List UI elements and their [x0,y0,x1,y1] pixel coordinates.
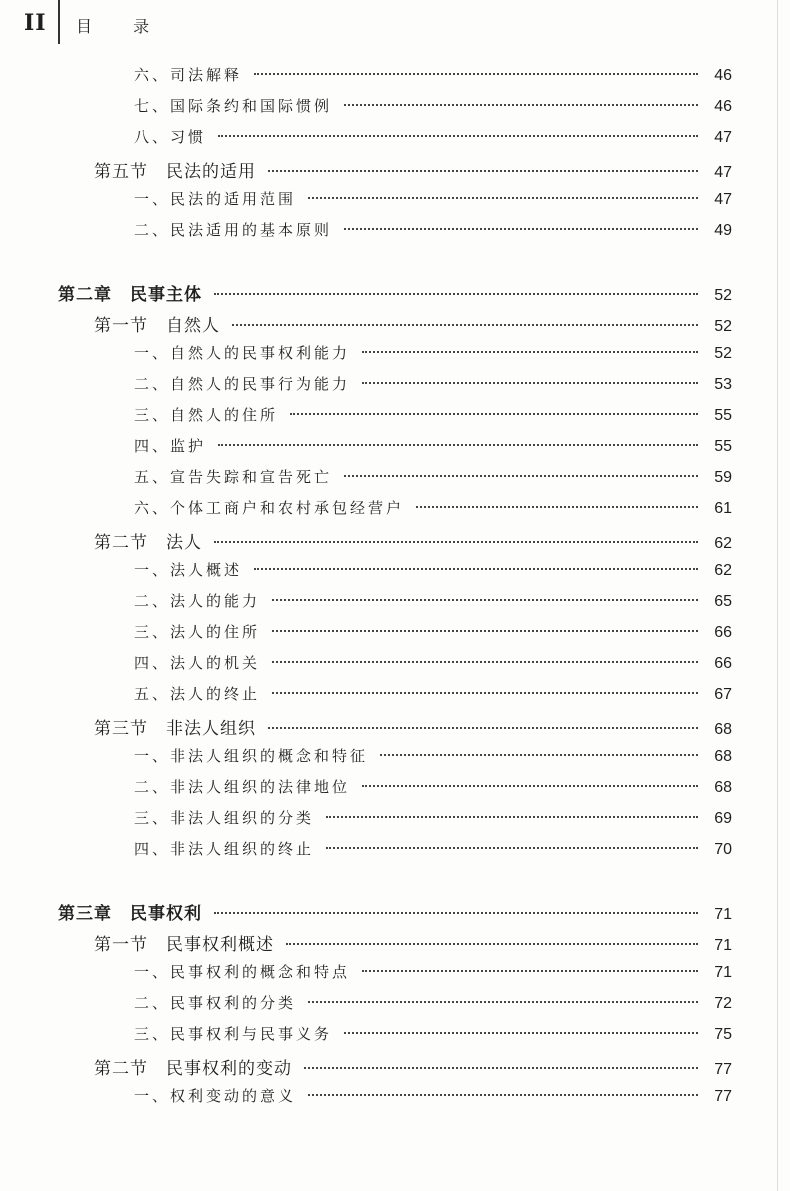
toc-entry-sub [134,126,732,156]
toc-entry-sub [134,373,732,403]
toc-entry-page: 67 [714,686,732,703]
toc-entry-label: 第二节 法人 [94,533,202,553]
toc-entry-page: 61 [714,500,732,517]
toc-entry-sub [134,404,732,434]
toc-entry-chapter [58,899,732,929]
toc-entry-page: 69 [714,810,732,827]
toc-entry-sub [134,807,732,837]
toc-entry-sub [134,1085,732,1115]
dot-leader [344,228,698,230]
toc-entry-sub [134,188,732,218]
toc-entry-label: 四、法人的机关 [134,654,261,672]
toc-entry-sub [134,219,732,249]
toc-entry-page: 55 [714,438,732,455]
toc-entry-page: 62 [714,535,732,552]
toc-entry-label: 六、司法解释 [134,66,243,84]
toc-entry-label: 八、习惯 [134,128,207,146]
dot-leader [344,475,698,477]
toc-entry-sub [134,590,732,620]
toc-entry-page: 55 [714,407,732,424]
dot-leader [380,754,698,756]
dot-leader [272,692,698,694]
toc-entry-page: 77 [714,1061,732,1078]
toc-entry-page: 47 [714,129,732,146]
toc-entry-label: 二、法人的能力 [134,592,261,610]
toc-entry-label: 七、国际条约和国际惯例 [134,97,333,115]
dot-leader [362,351,698,353]
dot-leader [268,170,698,172]
toc-entry-section [94,714,732,744]
toc-entry-sub [134,776,732,806]
dot-leader [308,1001,698,1003]
toc-entry-sub [134,838,732,868]
dot-leader [290,413,698,415]
dot-leader [232,324,698,326]
toc-entry-sub [134,1023,732,1053]
toc-entry-sub [134,992,732,1022]
toc-entry-page: 68 [714,779,732,796]
dot-leader [214,541,698,543]
toc-entry-page: 47 [714,191,732,208]
toc-entry-page: 52 [714,318,732,335]
toc-entry-sub [134,961,732,991]
toc-entry-page: 66 [714,655,732,672]
dot-leader [268,727,698,729]
toc-entry-label: 二、非法人组织的法律地位 [134,778,351,796]
toc-entry-section [94,930,732,960]
toc-entry-sub [134,745,732,775]
dot-leader [344,104,698,106]
toc-entry-page: 47 [714,164,732,181]
toc-entry-sub [134,466,732,496]
toc-entry-page: 66 [714,624,732,641]
toc-entry-sub [134,342,732,372]
toc-entry-label: 一、自然人的民事权利能力 [134,344,351,362]
toc-entry-label: 第二节 民事权利的变动 [94,1059,292,1079]
dot-leader [326,847,698,849]
toc-entry-page: 68 [714,748,732,765]
toc-entry-section [94,528,732,558]
toc-entry-sub [134,95,732,125]
toc-entry-label: 二、自然人的民事行为能力 [134,375,351,393]
toc-entry-page: 70 [714,841,732,858]
toc-entry-label: 六、个体工商户和农村承包经营户 [134,499,405,517]
toc-entry-label: 三、自然人的住所 [134,406,279,424]
dot-leader [326,816,698,818]
header-title: 目 录 [76,17,168,36]
dot-leader [214,912,698,914]
toc-entry-label: 第三章 民事权利 [58,904,202,924]
toc-entry-label: 一、非法人组织的概念和特征 [134,747,369,765]
toc-entry-label: 五、法人的终止 [134,685,261,703]
toc-entry-chapter [58,280,732,310]
dot-leader [272,661,698,663]
toc-entry-sub [134,683,732,713]
toc-entry-label: 一、权利变动的意义 [134,1087,297,1105]
toc-entry-page: 46 [714,98,732,115]
dot-leader [416,506,698,508]
toc-entry-label: 第二章 民事主体 [58,285,202,305]
toc-entry-label: 第一节 民事权利概述 [94,935,274,955]
toc-entry-section [94,311,732,341]
dot-leader [272,630,698,632]
toc-entry-section [94,157,732,187]
toc-entry-label: 第三节 非法人组织 [94,719,256,739]
toc-entry-label: 三、民事权利与民事义务 [134,1025,333,1043]
toc-entry-label: 第一节 自然人 [94,316,220,336]
dot-leader [254,73,698,75]
toc-entry-sub [134,64,732,94]
toc-entry-sub [134,621,732,651]
dot-leader [362,970,698,972]
toc-entry-page: 62 [714,562,732,579]
dot-leader [272,599,698,601]
toc-entry-page: 71 [714,906,732,923]
toc-entry-label: 一、民事权利的概念和特点 [134,963,351,981]
toc-entry-label: 一、民法的适用范围 [134,190,297,208]
toc-entry-sub [134,497,732,527]
toc-entry-section [94,1054,732,1084]
toc-entry-page: 75 [714,1026,732,1043]
toc-entry-page: 52 [714,287,732,304]
toc-entry-label: 一、法人概述 [134,561,243,579]
dot-leader [254,568,698,570]
dot-leader [308,1094,698,1096]
toc-entry-page: 71 [714,964,732,981]
toc-entry-label: 三、法人的住所 [134,623,261,641]
toc-entry-page: 46 [714,67,732,84]
toc-entry-sub [134,652,732,682]
toc-entry-page: 72 [714,995,732,1012]
dot-leader [344,1032,698,1034]
toc-entry-label: 二、民法适用的基本原则 [134,221,333,239]
toc-entry-sub [134,559,732,589]
toc-entry-sub [134,435,732,465]
dot-leader [286,943,698,945]
toc-entry-page: 71 [714,937,732,954]
toc-entry-label: 三、非法人组织的分类 [134,809,315,827]
toc-entry-label: 二、民事权利的分类 [134,994,297,1012]
page-number: II [24,10,47,36]
dot-leader [304,1067,698,1069]
dot-leader [214,293,698,295]
page-edge [777,0,778,1191]
toc-entry-page: 59 [714,469,732,486]
toc-entry-page: 65 [714,593,732,610]
dot-leader [218,444,698,446]
toc-entry-page: 52 [714,345,732,362]
toc-entry-label: 四、非法人组织的终止 [134,840,315,858]
toc-entry-label: 第五节 民法的适用 [94,162,256,182]
toc-entry-page: 77 [714,1088,732,1105]
dot-leader [362,382,698,384]
dot-leader [362,785,698,787]
toc-entry-label: 四、监护 [134,437,207,455]
toc-entry-label: 五、宣告失踪和宣告死亡 [134,468,333,486]
toc-entry-page: 68 [714,721,732,738]
toc-entry-page: 49 [714,222,732,239]
toc-entry-page: 53 [714,376,732,393]
dot-leader [218,135,698,137]
dot-leader [308,197,698,199]
